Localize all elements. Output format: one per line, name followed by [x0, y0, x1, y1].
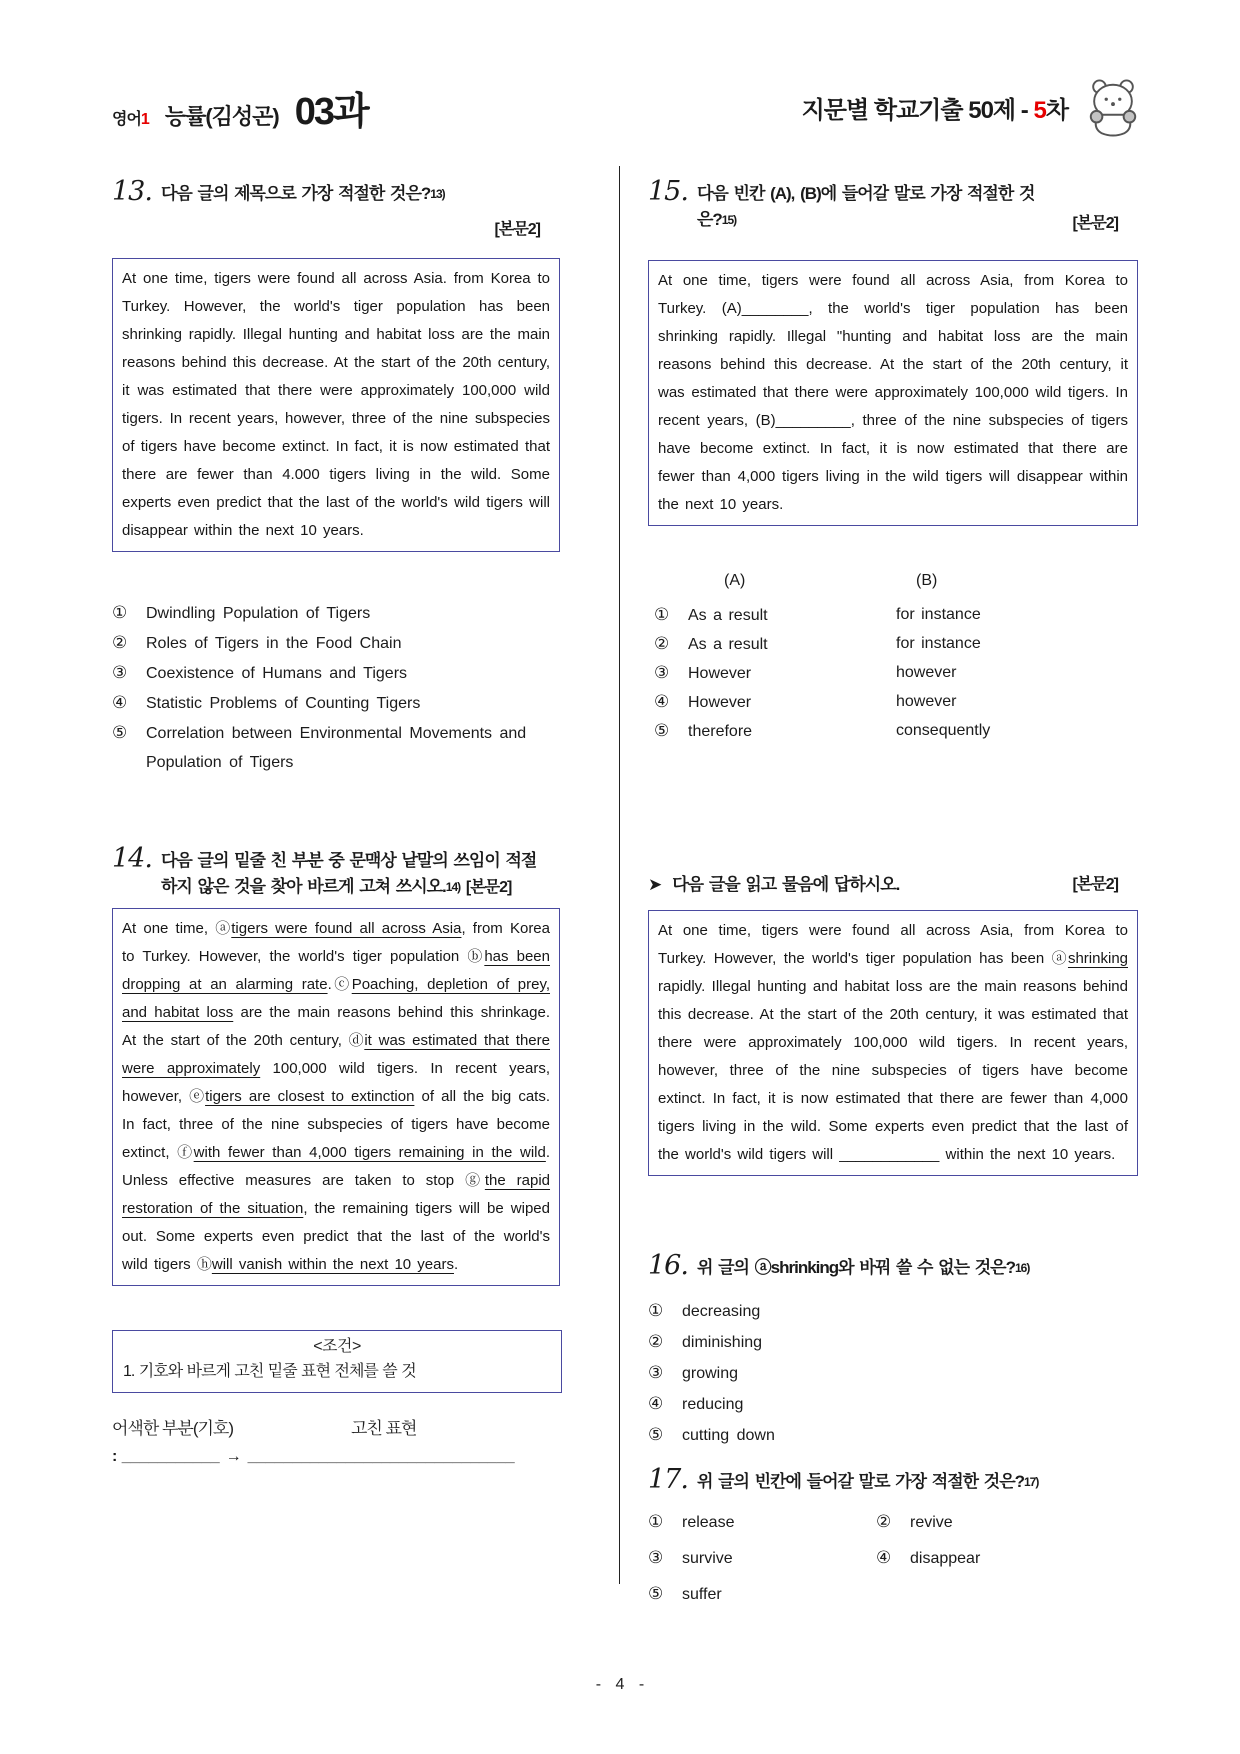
q15-options	[648, 601, 1118, 746]
ab-column-headers	[648, 572, 1118, 590]
option-text: reducing	[682, 1396, 744, 1413]
q16-options	[648, 1296, 1118, 1451]
arrowhead-icon: ➤	[648, 875, 663, 894]
option-item	[648, 630, 1118, 659]
condition-box	[112, 1330, 562, 1393]
option-marker: ③	[648, 1548, 664, 1567]
question-14-head	[112, 845, 540, 901]
question-number: 14.	[112, 843, 152, 874]
footnote-number: 17)	[1024, 1475, 1039, 1489]
column-a-header: (A)	[724, 572, 746, 589]
option-text: revive	[910, 1514, 953, 1531]
answer-blank-row	[112, 1448, 540, 1466]
option-item	[112, 658, 540, 688]
option-text: Roles of Tigers in the Food Chain	[146, 635, 402, 652]
option-marker: ①	[648, 1301, 664, 1320]
passage-box-q14: At one time, ⓐtigers were found all across Asia, from Korea to Turkey. However, the world's tiger population ⓑhas been dropping at an alarming rate.ⓒPoaching, depletion of prey, and habitat loss are the main reasons behind this shrinkage. At the start of the 20th century, ⓓit was estimated that there were approximately 100,000 wild tigers. In recent years, however, ⓔtigers are closest to extinction of all the big cats. In fact, three of the nine subspecies of tigers have become extinct, ⓕwith fewer than 4,000 tigers remaining in the wild. Unless effective measures are taken to stop ⓖthe rapid restoration of the situation, the remaining tigers will be wiped out. Some experts even predict that the last of the world's wild tigers ⓗwill vanish within the next 10 years.	[112, 908, 560, 1286]
question-title: 위 글의 ⓐshrinking와 바꿔 쓸 수 없는 것은?$^{16)}$	[696, 1258, 1030, 1277]
option-a-text: As a result	[688, 607, 768, 624]
q13-options	[112, 598, 540, 777]
option-marker: ②	[112, 633, 128, 652]
option-item	[112, 688, 540, 718]
option-marker: ④	[654, 692, 670, 711]
option-a-text: therefore	[688, 723, 753, 740]
source-tag: [본문2]	[494, 221, 540, 238]
question-number: 16.	[648, 1250, 688, 1281]
reading-direction	[648, 870, 1118, 895]
answer-labels	[112, 1414, 540, 1439]
question-title: 다음 글의 제목으로 가장 적절한 것은?$^{13)}$	[160, 184, 445, 203]
option-text: survive	[682, 1550, 733, 1567]
condition-title: <조건>	[313, 1338, 361, 1355]
passage-box-q13: At one time, tigers were found all across Asia. from Korea to Turkey. However, the world's tiger population has been shrinking rapidly. Illegal hunting and habitat loss are the main reasons behind this decrease. At the start of the 20th century, it was estimated that there were approximately 100,000 wild tigers. In recent years, however, three of the nine subspecies of tigers have become extinct. In fact, it is now estimated that there are fewer than 4.000 tigers living in the wild. Some experts even predict that the last of the world's wild tigers will disappear within the next 10 years.	[112, 258, 560, 552]
option-marker: ①	[654, 605, 670, 624]
option-b-text: for instance	[896, 635, 981, 652]
option-text: suffer	[682, 1586, 722, 1603]
option-item	[648, 601, 1118, 630]
option-marker: ①	[648, 1512, 664, 1531]
q17-options	[648, 1508, 1118, 1609]
option-text: Dwindling Population of Tigers	[146, 605, 371, 622]
lesson-number: 03과	[294, 90, 368, 133]
footnote-number: 14)	[445, 880, 461, 894]
option-item	[112, 598, 540, 628]
option-marker: ③	[648, 1363, 664, 1382]
question-number: 15.	[648, 176, 688, 207]
option-marker: ④	[876, 1548, 892, 1567]
option-item	[648, 1580, 876, 1609]
option-text: cutting down	[682, 1427, 775, 1444]
option-item	[648, 1389, 1118, 1420]
question-13-head	[112, 178, 540, 207]
passage-box-q15: At one time, tigers were found all across Asia, from Korea to Turkey. (A)________, the world's tiger population has been shrinking rapidly. Illegal "hunting and habitat loss are the main reasons behind this decrease. At the start of the 20th century, it was estimated that there were approximately 100,000 wild tigers. In recent years, (B)_________, three of the nine subspecies of tigers have become extinct. In fact, it is now estimated that there are fewer than 4,000 tigers living in the wild tigers will disappear within the next 10 years.	[648, 260, 1138, 526]
option-a-text: However	[688, 665, 752, 682]
option-text: disappear	[910, 1550, 981, 1567]
option-item	[648, 659, 1118, 688]
passage-box-reading: At one time, tigers were found all across Asia, from Korea to Turkey. However, the world's tiger population has been ⓐshrinking rapidly. Illegal hunting and habitat loss are the main reasons behind this decrease. At the start of the 20th century, it was estimated that there were approximately 100,000 wild tigers. In recent years, however, three of the nine subspecies of tigers have become extinct. In fact, it is now estimated that there are fewer than 4,000 tigers living in the wild. Some experts even predict that the last of the world's wild tigers will ____________ within the next 10 years.	[648, 910, 1138, 1176]
option-item	[648, 1508, 876, 1537]
option-marker: ⑤	[648, 1584, 664, 1603]
option-marker: ②	[876, 1512, 892, 1531]
answer-label-right: 고친 표현	[351, 1419, 417, 1438]
option-item	[648, 1358, 1118, 1389]
option-text: Correlation between Environmental Movements and Population of Tigers	[146, 725, 527, 771]
series-title: 지문별 학교기출 50제 - 5차	[801, 96, 1068, 124]
option-marker: ②	[654, 634, 670, 653]
question-number: 17.	[648, 1464, 688, 1495]
bear-mascot-icon	[1084, 76, 1142, 138]
column-divider	[619, 166, 620, 1584]
question-title: 다음 빈칸 (A), (B)에 들어갈 말로 가장 적절한 것은?$^{15)}$	[696, 184, 1035, 229]
source-tag: [본문2]	[465, 879, 512, 896]
subject-title: 영어1	[112, 110, 149, 128]
option-item	[648, 1327, 1118, 1358]
option-text: growing	[682, 1365, 739, 1382]
option-marker: ④	[112, 693, 128, 712]
source-tag: [본문2]	[1072, 215, 1118, 232]
option-text: release	[682, 1514, 735, 1531]
arrow-icon: →	[225, 1448, 242, 1465]
option-marker: ⑤	[654, 721, 670, 740]
option-marker: ③	[112, 663, 128, 682]
option-a-text: As a result	[688, 636, 768, 653]
option-item	[648, 1296, 1118, 1327]
answer-colon: :	[112, 1448, 118, 1465]
question-title: 위 글의 빈칸에 들어갈 말로 가장 적절한 것은?$^{17)}$	[696, 1472, 1039, 1491]
option-b-text: for instance	[896, 606, 981, 623]
option-marker: ④	[648, 1394, 664, 1413]
option-item	[112, 628, 540, 658]
answer-blank-symbol: ___________	[121, 1448, 220, 1465]
question-number: 13.	[112, 176, 152, 207]
header-right-title	[802, 76, 1142, 138]
option-item	[648, 1544, 876, 1573]
option-item	[648, 1420, 1118, 1451]
option-item	[112, 718, 540, 777]
option-text: Coexistence of Humans and Tigers	[146, 665, 408, 682]
option-item	[876, 1508, 1118, 1537]
source-tag: [본문2]	[1072, 876, 1118, 893]
option-item	[648, 688, 1118, 717]
option-b-text: however	[896, 664, 957, 681]
option-text: decreasing	[682, 1303, 761, 1320]
footnote-number: 15)	[721, 213, 737, 227]
option-b-text: consequently	[896, 722, 991, 739]
question-15-head	[648, 178, 1118, 233]
answer-label-left: 어색한 부분(기호)	[112, 1419, 233, 1438]
option-text: Statistic Problems of Counting Tigers	[146, 695, 421, 712]
question-16-head	[648, 1252, 1118, 1281]
option-marker: ①	[112, 603, 128, 622]
option-item	[648, 717, 1118, 746]
footnote-number: 16)	[1014, 1261, 1030, 1275]
option-item	[876, 1544, 1118, 1573]
option-marker: ③	[654, 663, 670, 682]
question-17-head	[648, 1466, 1118, 1495]
answer-blank-expression: ______________________________	[247, 1448, 515, 1465]
condition-item: 1. 기호와 바르게 고친 밑줄 표현 전체를 쓸 것	[123, 1363, 416, 1380]
option-marker: ⑤	[648, 1425, 664, 1444]
book-title: 능률(김성곤)	[164, 103, 279, 129]
page-number: - 4 -	[595, 1676, 645, 1693]
header-left-title	[112, 80, 368, 135]
question-title: 다음 글의 밑줄 친 부분 중 문맥상 낱말의 쓰임이 적절하지 않은 것을 찾아 바르게 고쳐 쓰시오.$^{14)}$ [본문2]	[160, 851, 537, 896]
option-b-text: however	[896, 693, 957, 710]
option-a-text: However	[688, 694, 752, 711]
footnote-number: 13)	[430, 187, 445, 201]
option-text: diminishing	[682, 1334, 763, 1351]
direction-text: 다음 글을 읽고 물음에 답하시오.	[672, 875, 900, 894]
column-b-header: (B)	[916, 572, 938, 589]
page-header	[112, 76, 1142, 138]
option-marker: ②	[648, 1332, 664, 1351]
option-marker: ⑤	[112, 723, 128, 742]
